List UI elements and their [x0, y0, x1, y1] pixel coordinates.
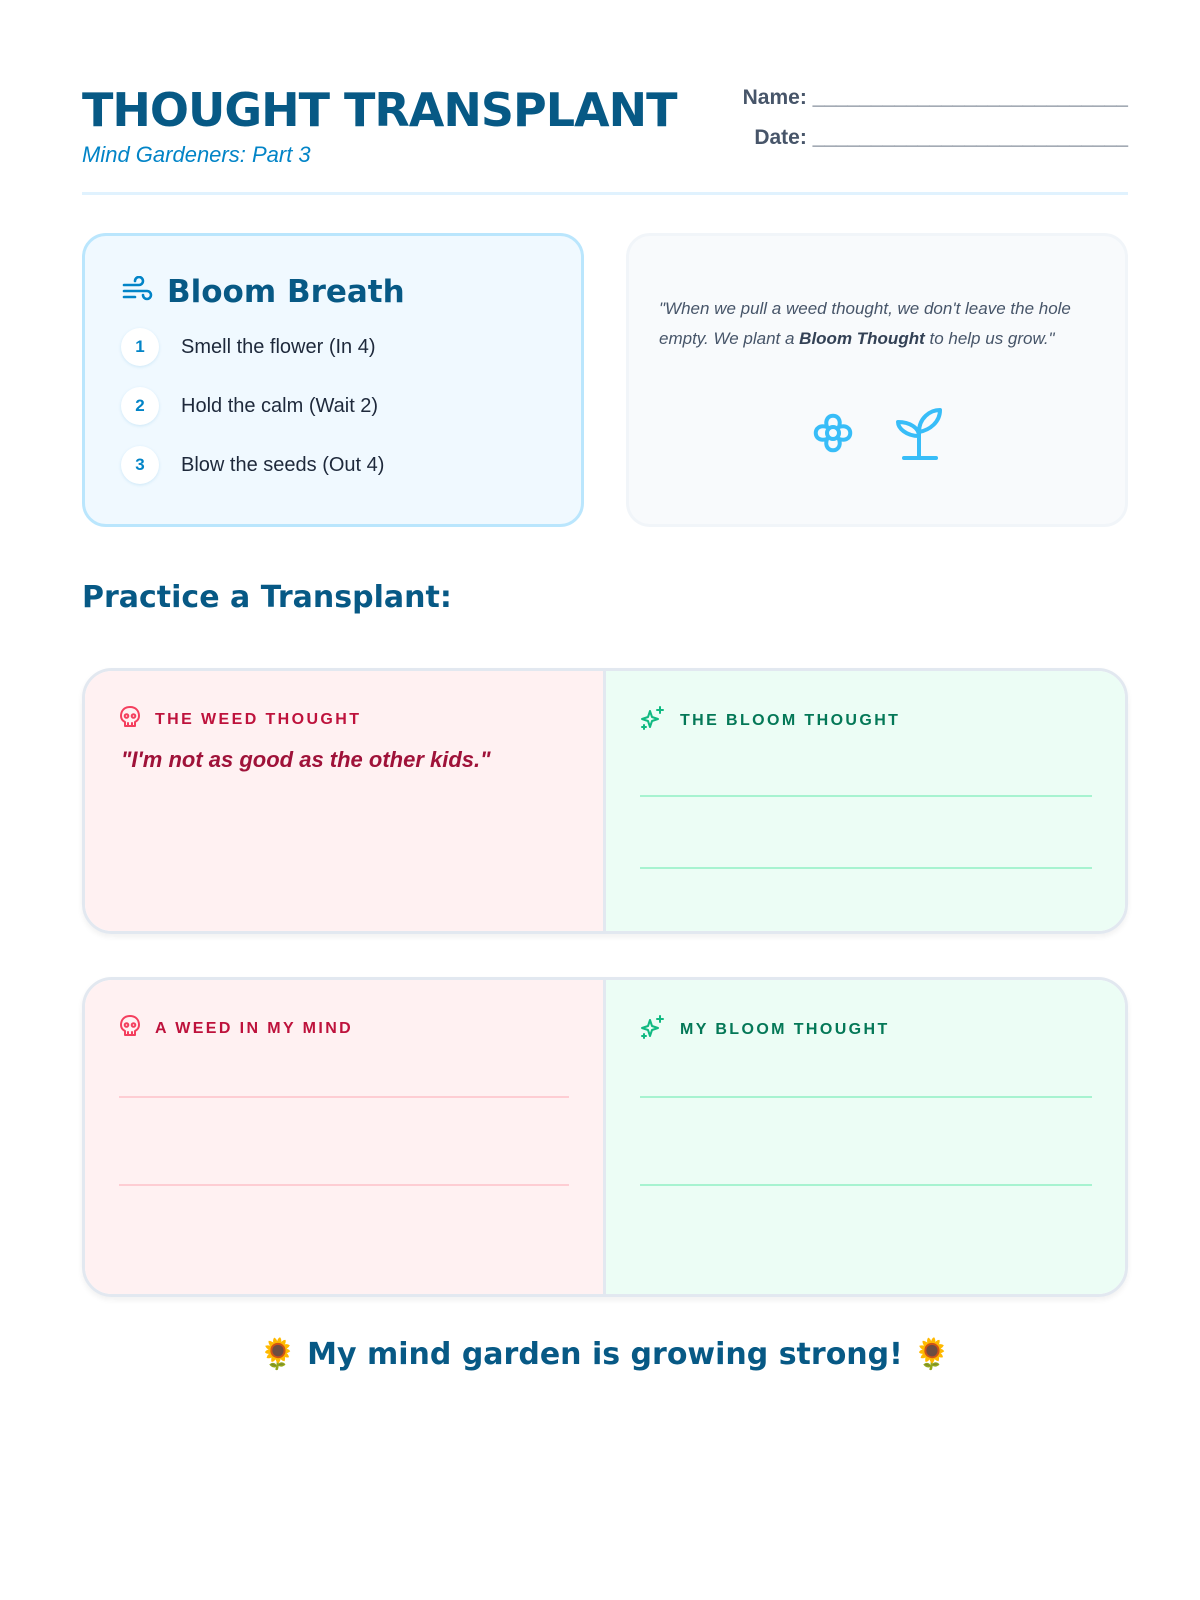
- write-line[interactable]: [640, 1096, 1092, 1098]
- bloom-breath-heading: [121, 274, 405, 310]
- bloom-label: [640, 1014, 890, 1045]
- header: [82, 80, 1128, 195]
- page-subtitle: Mind Gardeners: Part 3: [82, 142, 311, 167]
- step-number: 1: [121, 328, 159, 366]
- step-number: 2: [121, 387, 159, 425]
- my-transplant: [82, 977, 1128, 1297]
- bloom-label: [640, 705, 900, 736]
- weed-panel: [85, 980, 606, 1294]
- weed-label: [119, 1014, 353, 1043]
- step-text: Smell the flower (In 4): [181, 335, 376, 358]
- skull-icon: [119, 1014, 141, 1043]
- name-field[interactable]: Name: ___________________________: [742, 86, 1128, 109]
- sunflower-icon: 🌻: [913, 1337, 951, 1372]
- write-line[interactable]: [119, 1096, 569, 1098]
- footer-text: My mind garden is growing strong!: [307, 1337, 903, 1372]
- quote-icons: [804, 404, 946, 467]
- bloom-panel: [606, 980, 1125, 1294]
- breath-step: [121, 328, 376, 366]
- weed-label-text: THE WEED THOUGHT: [155, 710, 362, 728]
- weed-thought-text: "I'm not as good as the other kids.": [121, 747, 491, 772]
- write-line[interactable]: [119, 1184, 569, 1186]
- quote-bold: Bloom Thought: [799, 329, 925, 348]
- skull-icon: [119, 705, 141, 734]
- page-title: THOUGHT TRANSPLANT: [82, 83, 677, 137]
- breath-step: [121, 387, 378, 425]
- sprout-icon: [892, 404, 946, 467]
- bloom-breath-card: [82, 233, 584, 527]
- bloom-breath-title: Bloom Breath: [167, 274, 405, 310]
- sparkles-icon: [640, 1014, 666, 1045]
- example-transplant: [82, 668, 1128, 934]
- bloom-label-text: THE BLOOM THOUGHT: [680, 711, 901, 729]
- quote-text: [659, 294, 1099, 354]
- worksheet-page: [82, 0, 1128, 1600]
- bloom-label-text: MY BLOOM THOUGHT: [680, 1020, 890, 1038]
- bloom-panel: [606, 671, 1125, 931]
- quote-card: [626, 233, 1128, 527]
- weed-label-text: A WEED IN MY MIND: [155, 1019, 354, 1037]
- footer-message: [82, 1337, 1128, 1372]
- wind-icon: [121, 276, 153, 309]
- breath-step: [121, 446, 384, 484]
- weed-label: [119, 705, 361, 734]
- step-number: 3: [121, 446, 159, 484]
- practice-heading: Practice a Transplant:: [82, 580, 452, 615]
- date-field[interactable]: Date: ___________________________: [754, 126, 1128, 149]
- step-text: Hold the calm (Wait 2): [181, 394, 379, 417]
- sparkles-icon: [640, 705, 666, 736]
- quote-part: to help us grow.": [924, 329, 1055, 348]
- flower-icon: [804, 404, 862, 467]
- sunflower-icon: 🌻: [259, 1337, 297, 1372]
- quote-part: "When we pull a weed thought, we don't leave the hole empty. We plant a: [659, 299, 1071, 348]
- write-line[interactable]: [640, 867, 1092, 869]
- write-line[interactable]: [640, 795, 1092, 797]
- weed-panel: [85, 671, 606, 931]
- step-text: Blow the seeds (Out 4): [181, 453, 385, 476]
- write-line[interactable]: [640, 1184, 1092, 1186]
